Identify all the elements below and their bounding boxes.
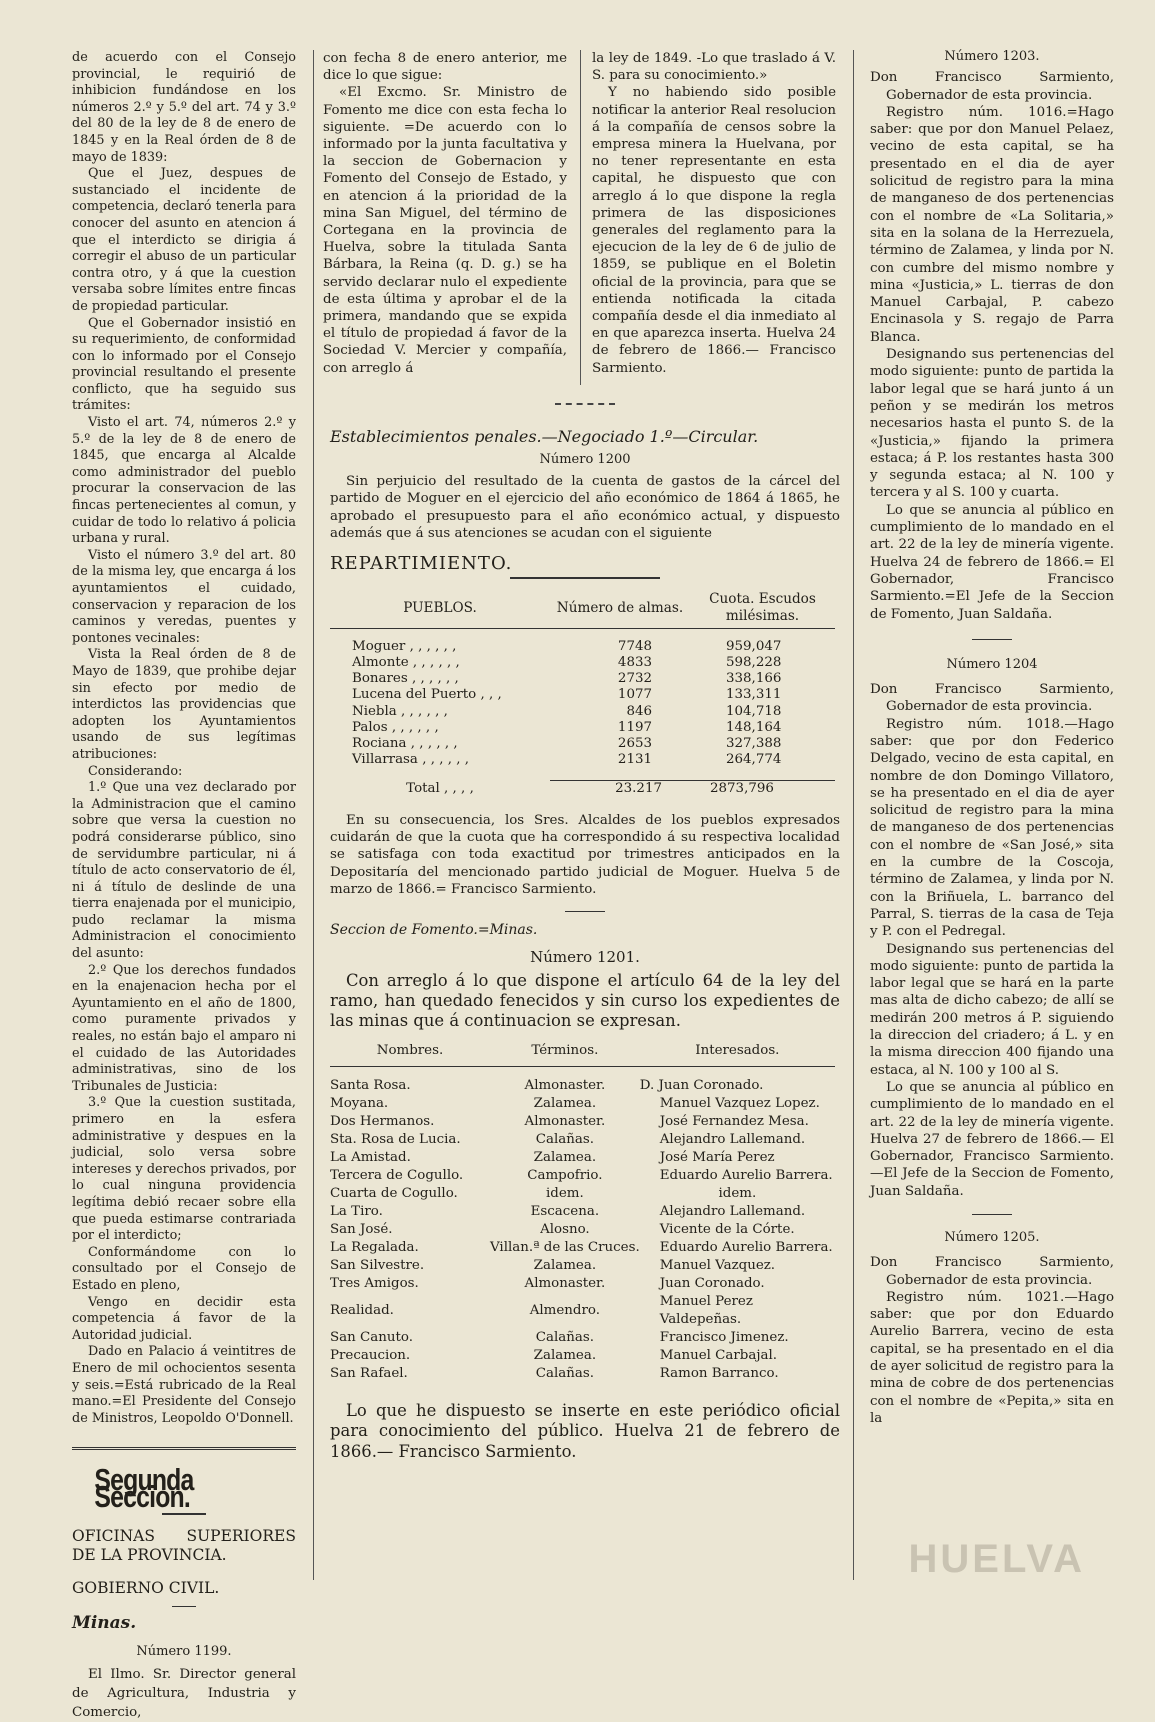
cuota-value: 133,311 bbox=[726, 687, 782, 703]
mina-interesado: José Fernandez Mesa. bbox=[659, 1113, 809, 1129]
mina-interesado: Juan Coronado. bbox=[659, 1275, 765, 1291]
mina-nombre: Cuarta de Cogullo. bbox=[330, 1185, 458, 1201]
minas-table bbox=[330, 1042, 835, 1383]
table-row bbox=[330, 736, 835, 752]
column-rule bbox=[580, 50, 581, 385]
table-row bbox=[330, 655, 835, 671]
ornament-divider bbox=[972, 1214, 1012, 1215]
mina-termino: Zalamea. bbox=[533, 1347, 597, 1363]
mina-termino: Zalamea. bbox=[533, 1095, 597, 1111]
table-header bbox=[330, 583, 835, 628]
paragraph: Don Francisco Sarmiento, Gobernador de esta provincia. bbox=[870, 1255, 1114, 1288]
leader-dots: , , , , , , bbox=[412, 655, 460, 671]
total-row bbox=[330, 781, 835, 798]
table-row bbox=[330, 671, 835, 687]
leader-dots: , , , , , , bbox=[401, 703, 448, 719]
center-block bbox=[330, 428, 840, 1462]
paragraph: Designando sus pertenencias del modo siguiente: punto de partida la labor legal que se hará en la parte mas alta de dicho cabezo; de allí se medirán 200 metros á P. siguiendo la direccion del criadero; á L. y en la misma direccion 400 fijando una estaca, al N. 100 y 100 al S. bbox=[870, 941, 1114, 1078]
paragraph: Con arreglo á lo que dispone el artículo 64 de la ley del ramo, han quedado fenecidos y sin curso los expedientes de las minas que á continuacion se expresan. bbox=[330, 970, 840, 1031]
paragraph: Conformándome con lo consultado por el Consejo de Estado en pleno, bbox=[72, 1244, 296, 1293]
mina-termino: Almonaster. bbox=[524, 1113, 606, 1129]
table-row bbox=[330, 1239, 835, 1257]
mina-nombre: La Tiro. bbox=[330, 1203, 383, 1219]
almas-value: 4833 bbox=[617, 655, 652, 671]
header-nombres: Nombres. bbox=[330, 1042, 490, 1067]
offices-heading: OFICINAS SUPERIORES DE LA PROVINCIA. bbox=[72, 1527, 296, 1565]
table-row bbox=[330, 639, 835, 655]
ornament-divider bbox=[510, 577, 660, 579]
mina-interesado: Alejandro Lallemand. bbox=[659, 1203, 806, 1219]
notice-number: Número 1203. bbox=[944, 49, 1040, 64]
table-row bbox=[330, 1203, 835, 1221]
pueblo-name: Lucena del Puerto bbox=[352, 687, 477, 703]
ornament-divider bbox=[172, 1606, 196, 1607]
paragraph: Sin perjuicio del resultado de la cuenta de gastos de la cárcel del partido de Moguer en el ejercicio del año económico de 1864 á 1865, he aprobado el presupuesto para el año económico actual, y dispuesto además que á sus atenciones se acudan con el siguiente bbox=[330, 473, 840, 542]
header-terminos: Términos. bbox=[490, 1042, 640, 1067]
total-label: Total , , , , bbox=[406, 781, 474, 797]
table-row bbox=[330, 1167, 835, 1185]
leader-dots: , , , , , , bbox=[391, 719, 439, 735]
header-interesados: Interesados. bbox=[640, 1042, 835, 1067]
pueblo-name: Bonares bbox=[352, 671, 408, 687]
mina-interesado: idem. bbox=[718, 1185, 757, 1201]
almas-value: 2131 bbox=[617, 752, 652, 768]
mina-termino: Almonaster. bbox=[524, 1275, 606, 1291]
paragraph: Lo que he dispuesto se inserte en este periódico oficial para conocimiento del público. Huelva 21 de febrero de 1866.— Francisco Sarmiento. bbox=[330, 1400, 840, 1461]
cuota-value: 338,166 bbox=[726, 671, 782, 687]
mina-interesado: Manuel Vazquez. bbox=[659, 1257, 776, 1273]
paragraph: Lo que se anuncia al público en cumplimiento de lo mandado en el art. 22 de la ley de minería vigente. Huelva 24 de febrero de 1866.= El Gobernador, Francisco Sarmiento.=El Jefe de la Seccion de Fomento, Juan Saldaña. bbox=[870, 502, 1114, 622]
table-row bbox=[330, 687, 835, 703]
cuota-value: 959,047 bbox=[726, 638, 782, 654]
cuota-value: 327,388 bbox=[726, 736, 782, 752]
mina-nombre: San José. bbox=[330, 1221, 393, 1237]
pueblo-name: Villarrasa bbox=[352, 752, 418, 768]
table-row bbox=[330, 1293, 835, 1329]
column-rule bbox=[313, 50, 314, 1580]
mina-interesado: Alejandro Lallemand. bbox=[659, 1131, 806, 1147]
mina-termino: Almendro. bbox=[529, 1302, 600, 1318]
table-row bbox=[330, 1185, 835, 1203]
paragraph: Dado en Palacio á veintitres de Enero de mil ochocientos sesenta y seis.=Está rubricado de la Real mano.=El Presidente del Consejo de Ministros, Leopoldo O'Donnell. bbox=[72, 1344, 296, 1426]
divider bbox=[72, 1447, 296, 1450]
table-row bbox=[330, 1347, 835, 1365]
paragraph: Y no habiendo sido posible notificar la anterior Real resolucion á la compañía de censos sobre la empresa minera la Huelvana, por no tener representante en esta capital, he dispuesto que con arreglo á lo que dispone la regla primera de las disposiciones generales del reglamento para la ejecucion de la ley de 6 de julio de 1859, se publique en el Boletin oficial de la provincia, para que se entienda notificada la citada compañía desde el dia inmediato al en que aparezca inserta. Huelva 24 de febrero de 1866.— Francisco Sarmiento. bbox=[592, 85, 836, 376]
paragraph: 1.º Que una vez declarado por la Administracion que el camino sobre que versa la cuestion no podrá considerarse público, sino de servidumbre particular, ni á título de acto conservatorio de él, ni á título de deslinde de una tierra enajenada por el municipio, pudo reclamar la misma Administracion el conocimiento del asunto: bbox=[72, 780, 296, 962]
ornament-divider bbox=[565, 911, 605, 912]
mina-termino: idem. bbox=[546, 1185, 584, 1201]
paragraph: con fecha 8 de enero anterior, me dice lo que sigue: bbox=[323, 51, 567, 84]
mina-termino: Alosno. bbox=[540, 1221, 590, 1237]
table-row bbox=[330, 1257, 835, 1275]
paragraph: En su consecuencia, los Sres. Alcaldes de los pueblos expresados cuidarán de que la cuota que ha correspondido á su respectiva localidad se satisfaga con toda exactitud por trimestres anticipados en la Depositaría del mencionado partido judicial de Moguer. Huelva 5 de marzo de 1866.= Francisco Sarmiento. bbox=[330, 812, 840, 898]
ornament-divider bbox=[972, 639, 1012, 640]
paragraph: Que el Juez, despues de sustanciado el incidente de competencia, declaró tenerla para conocer del asunto en atencion á que el interdicto se dirigia á corregir el abuso de un particular contra otro, y á que la cuestion versaba sobre límites entre fincas de propiedad particular. bbox=[72, 166, 296, 314]
paragraph: El Ilmo. Sr. Director general de Agricultura, Industria y Comercio, bbox=[72, 1666, 296, 1720]
header-almas: Número de almas. bbox=[550, 583, 690, 628]
table-row bbox=[330, 1113, 835, 1131]
mina-interesado: Manuel Perez Valdepeñas. bbox=[659, 1293, 753, 1327]
paragraph: Don Francisco Sarmiento, Gobernador de esta provincia. bbox=[870, 70, 1114, 103]
paragraph: «El Excmo. Sr. Ministro de Fomento me dice con esta fecha lo siguiente. =De acuerdo con lo informado por la junta facultativa y la seccion de Gobernacion y Fomento del Consejo de Estado, y en atencion á la prioridad de la mina San Miguel, del término de Cortegana en la provincia de Huelva, sobre la titulada Santa Bárbara, la Reina (q. D. g.) se ha servido declarar nulo el expediente de esta última y aprobar el de la primera, mandando que se expida el título de propiedad á favor de la Sociedad V. Mercier y compañía, con arreglo á bbox=[323, 85, 567, 376]
section-title: Segunda Seccion. bbox=[94, 1462, 194, 1514]
mina-nombre: San Silvestre. bbox=[330, 1257, 425, 1273]
cuota-value: 104,718 bbox=[726, 703, 782, 719]
leader-dots: , , , bbox=[480, 687, 502, 703]
paragraph: Que el Gobernador insistió en su requerimiento, de conformidad con lo informado por el Consejo provincial resultando el presente conflicto, que ha seguido sus trámites: bbox=[72, 315, 296, 414]
column-rule bbox=[853, 50, 854, 1580]
paragraph: Vengo en decidir esta competencia á favor de la Autoridad judicial. bbox=[72, 1294, 296, 1343]
almas-value: 7748 bbox=[617, 638, 652, 654]
mina-interesado: José María Perez bbox=[659, 1149, 775, 1165]
leader-dots: , , , , , , bbox=[410, 736, 458, 752]
header-pueblos: PUEBLOS. bbox=[330, 583, 550, 628]
paragraph: Visto el número 3.º del art. 80 de la misma ley, que encarga á los ayuntamientos el cuidado, conservacion y reparacion de los caminos y veredas, puentes y pontones vecinales: bbox=[72, 547, 296, 646]
mina-interesado: Ramon Barranco. bbox=[659, 1365, 779, 1381]
mina-interesado: Eduardo Aurelio Barrera. bbox=[659, 1167, 833, 1183]
column-1 bbox=[72, 50, 296, 1722]
penales-heading: Establecimientos penales.—Negociado 1.º—Circular. bbox=[330, 427, 759, 446]
repartimiento-title: REPARTIMIENTO. bbox=[330, 553, 513, 575]
total-cuota: 2873,796 bbox=[690, 781, 835, 798]
mina-nombre: Precaucion. bbox=[330, 1347, 411, 1363]
mina-nombre: Realidad. bbox=[330, 1302, 394, 1318]
column-4 bbox=[870, 48, 1114, 1427]
mina-interesado: Vicente de la Córte. bbox=[659, 1221, 795, 1237]
mina-interesado: Francisco Jimenez. bbox=[659, 1329, 789, 1345]
mina-interesado: Manuel Vazquez Lopez. bbox=[659, 1095, 820, 1111]
almas-value: 2653 bbox=[617, 736, 652, 752]
table-header bbox=[330, 1042, 835, 1067]
notice-number: Número 1199. bbox=[136, 1644, 232, 1660]
pueblo-name: Rociana bbox=[352, 736, 407, 752]
paragraph: Designando sus pertenencias del modo siguiente: punto de partida la labor legal que se hará junto á un peñon y se medirán los metros necesarios hasta el punto S. de la «Justicia,» fijando la primera estaca; á P. los restantes hasta 300 y segunda estaca; al N. 100 y tercera y al S. 100 y cuarta. bbox=[870, 347, 1114, 501]
paragraph: Visto el art. 74, números 2.º y 5.º de la ley de 8 de enero de 1845, que encarga al Alcalde como administrador del pueblo procurar la conservacion de las fincas pertenecientes al comun, y cuidar de todo lo relativo á policia urbana y rural. bbox=[72, 415, 296, 547]
almas-value: 1077 bbox=[617, 687, 652, 703]
mina-nombre: Tres Amigos. bbox=[330, 1275, 419, 1291]
mina-nombre: La Regalada. bbox=[330, 1239, 419, 1255]
mina-nombre: San Canuto. bbox=[330, 1329, 413, 1345]
table-row bbox=[330, 1095, 835, 1113]
notice-number: Número 1201. bbox=[530, 948, 640, 967]
notice-number: Número 1205. bbox=[944, 1230, 1040, 1245]
table-row bbox=[330, 1275, 835, 1293]
mina-termino: Zalamea. bbox=[533, 1257, 597, 1273]
paragraph: la ley de 1849. -Lo que traslado á V. S. para su conocimiento.» bbox=[592, 51, 836, 84]
mina-termino: Escacena. bbox=[530, 1203, 600, 1219]
column-2 bbox=[323, 50, 567, 377]
mina-termino: Villan.ª de las Cruces. bbox=[490, 1239, 640, 1255]
mina-termino: Calañas. bbox=[535, 1131, 594, 1147]
leader-dots: , , , , , , bbox=[411, 671, 459, 687]
almas-value: 846 bbox=[626, 703, 652, 719]
mina-nombre: Tercera de Cogullo. bbox=[330, 1167, 464, 1183]
pueblo-name: Moguer bbox=[352, 638, 406, 654]
paragraph: Don Francisco Sarmiento, Gobernador de esta provincia. bbox=[870, 682, 1114, 715]
paragraph: Lo que se anuncia al público en cumplimiento de lo mandado en el art. 22 de la ley de minería vigente. Huelva 27 de febrero de 1866.— El Gobernador, Francisco Sarmiento.—El Jefe de la Seccion de Fomento, Juan Saldaña. bbox=[870, 1079, 1114, 1199]
mina-nombre: Moyana. bbox=[330, 1095, 389, 1111]
pueblo-name: Almonte bbox=[352, 655, 409, 671]
leader-dots: , , , , , , bbox=[422, 752, 470, 768]
mina-termino: Campofrio. bbox=[527, 1167, 603, 1183]
notice-number: Número 1200 bbox=[539, 452, 631, 468]
column-3 bbox=[592, 50, 836, 377]
mina-nombre: La Amistad. bbox=[330, 1149, 411, 1165]
total-almas: 23.217 bbox=[550, 781, 690, 798]
header-cuota: Cuota. Escudos milésimas. bbox=[690, 583, 835, 628]
mina-interesado: Manuel Carbajal. bbox=[659, 1347, 778, 1363]
paragraph: Registro núm. 1021.—Hago saber: que por don Eduardo Aurelio Barrera, vecino de esta capital, se ha presentado en el dia de ayer solicitud de registro para la mina de cobre de dos pertenencias con el nombre de «Pepita,» sita en la bbox=[870, 1289, 1114, 1426]
table-row bbox=[330, 1221, 835, 1239]
leader-dots: , , , , , , bbox=[409, 638, 457, 654]
mina-termino: Calañas. bbox=[535, 1329, 594, 1345]
table-row bbox=[330, 1077, 835, 1095]
almas-value: 1197 bbox=[617, 719, 652, 735]
mina-termino: Almonaster. bbox=[524, 1077, 606, 1093]
notice-number: Número 1204 bbox=[946, 656, 1038, 672]
mina-termino: Calañas. bbox=[535, 1365, 594, 1381]
gobierno-heading: GOBIERNO CIVIL. bbox=[72, 1579, 220, 1598]
watermark: HUELVA bbox=[908, 1537, 1085, 1581]
table-row bbox=[330, 1365, 835, 1383]
mina-nombre: San Rafael. bbox=[330, 1365, 408, 1381]
cuota-value: 598,228 bbox=[726, 655, 782, 671]
mina-nombre: Dos Hermanos. bbox=[330, 1113, 435, 1129]
ornament-divider bbox=[555, 403, 615, 405]
fomento-heading: Seccion de Fomento.=Minas. bbox=[330, 921, 538, 938]
paragraph: 2.º Que los derechos fundados en la enajenacion hecha por el Ayuntamiento en el año de 1800, como puramente privados y reales, no están bajo el amparo ni el cuidado de las Autoridades administrativas, sino de los Tribunales de Justicia: bbox=[72, 962, 296, 1094]
table-row bbox=[330, 1149, 835, 1167]
mina-termino: Zalamea. bbox=[533, 1149, 597, 1165]
paragraph: Vista la Real órden de 8 de Mayo de 1839, que prohibe dejar sin efecto por medio de interdictos las providencias que adopten los Ayuntamientos usando de sus legítimas atribuciones: bbox=[72, 647, 296, 762]
paragraph: Registro núm. 1016.=Hago saber: que por don Manuel Pelaez, vecino de esta capital, se ha presentado en el dia de ayer solicitud de registro para la mina de manganeso de dos pertenencias con el nombre de «La Solitaria,» sita en la solana de la Herrezuela, término de Zalamea, y linda por N. con cumbre del mismo nombre y mina «Justicia,» L. tierras de don Manuel Carbajal, P. cabezo Encinasola y S. regajo de Parra Blanca. bbox=[870, 104, 1114, 345]
minas-heading: Minas. bbox=[72, 1613, 137, 1634]
pueblo-name: Niebla bbox=[352, 703, 397, 719]
table-row bbox=[330, 1131, 835, 1149]
paragraph: 3.º Que la cuestion sustitada, primero en la esfera administrative y despues en la judicial, solo versa sobre intereses y derechos privados, por lo cual ninguna providencia legítima debió recaer sobre ella que pueda estimarse contrariada por el interdicto; bbox=[72, 1095, 296, 1244]
paragraph: Considerando: bbox=[88, 763, 183, 779]
mina-interesado: Eduardo Aurelio Barrera. bbox=[659, 1239, 833, 1255]
repartimiento-table bbox=[330, 583, 835, 797]
mina-interesado: D. Juan Coronado. bbox=[639, 1077, 764, 1093]
pueblo-name: Palos bbox=[352, 719, 388, 735]
mina-nombre: Santa Rosa. bbox=[330, 1077, 411, 1093]
table-row bbox=[330, 752, 835, 768]
mina-nombre: Sta. Rosa de Lucia. bbox=[330, 1131, 461, 1147]
table-row bbox=[330, 704, 835, 720]
table-row bbox=[330, 720, 835, 736]
cuota-value: 148,164 bbox=[726, 719, 782, 735]
table-row bbox=[330, 1329, 835, 1347]
paragraph: Registro núm. 1018.—Hago saber: que por don Federico Delgado, vecino de esta capital, en nombre de don Domingo Villatoro, se ha presentado en el dia de ayer solicitud de registro para la mina de manganeso de dos pertenencias con el nombre de «San José,» sita en la cumbre de la Coscoja, término de Zalamea, y linda por N. con la Briñuela, L. barranco del Parral, S. tierras de la casa de Teja y P. con el Pedregal. bbox=[870, 716, 1114, 940]
almas-value: 2732 bbox=[617, 671, 652, 687]
paragraph: de acuerdo con el Consejo provincial, le requirió de inhibicion fundándose en los números 2.º y 5.º del art. 74 y 3.º del 80 de la ley de 8 de enero de 1845 y en la Real órden de 8 de mayo de 1839: bbox=[72, 50, 296, 165]
cuota-value: 264,774 bbox=[726, 752, 782, 768]
